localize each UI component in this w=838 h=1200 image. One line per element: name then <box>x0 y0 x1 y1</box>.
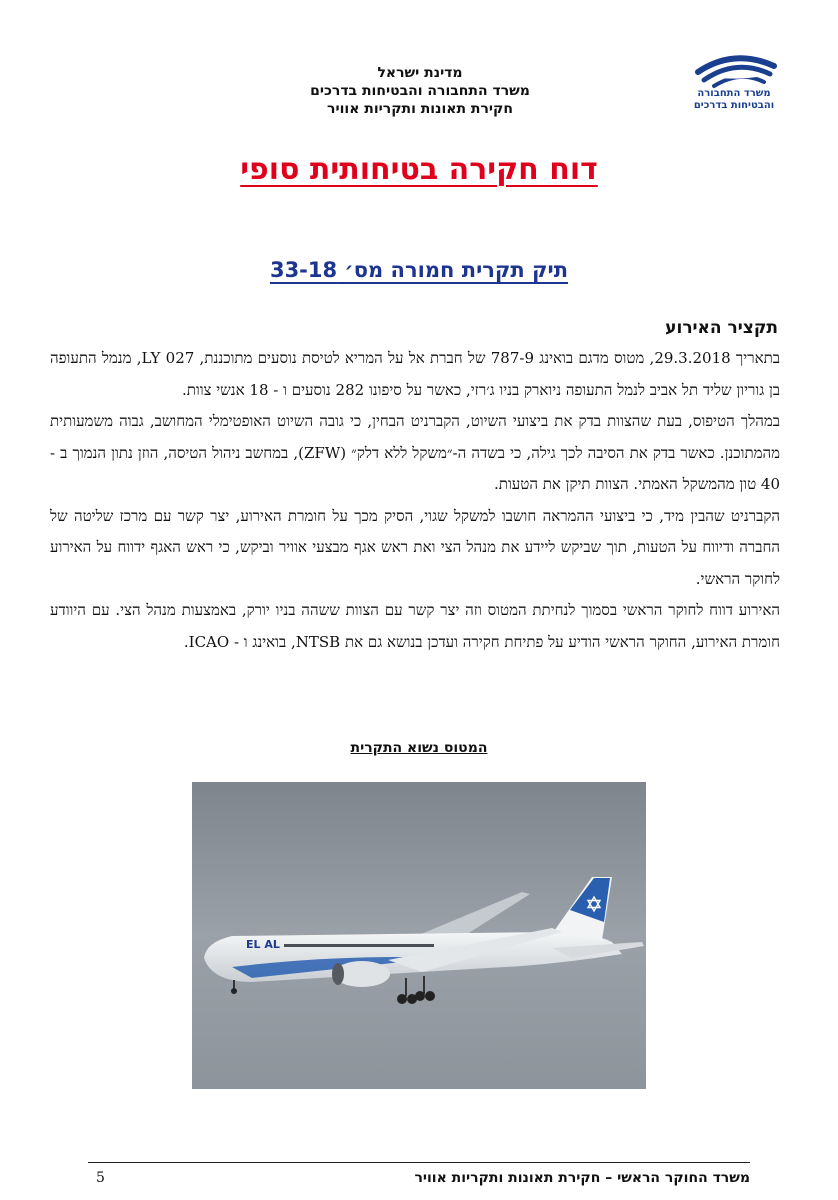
footer-divider <box>88 1162 750 1163</box>
footer-text: משרד החוקר הראשי – חקירת תאונות ותקריות אוויר <box>414 1170 750 1186</box>
header-ministry: משרד התחבורה והבטיחות בדרכים <box>310 83 530 99</box>
header-block <box>250 64 590 118</box>
aircraft-photo-svg <box>192 782 646 1089</box>
logo-text <box>684 88 784 112</box>
header-unit: חקירת תאונות ותקריות אוויר <box>327 101 513 117</box>
summary-paragraph: במהלך הטיפוס, בעת שהצוות בדק את ביצועי השיוט, הקברניט הבחין, כי גובה השיוט האופטימלי המחושב, גבוה משמעותית מהמתוכנן. כאשר בדק את הסיבה לכך גילה, כי בשדה ה-״משקל ללא דלק״ (ZFW), במחשב ניהול הטיסה, הוזן נתון הנמוך ב - 40 טון מהמשקל האמתי. הצוות תיקן את הטעות. <box>50 412 780 493</box>
summary-paragraph: האירוע דווח לחוקר הראשי בסמוך לנחיתת המטוס וזה יצר קשר עם הצוות ששהה בניו יורק, באמצעות מנהל הצי. עם היוודע חומרת האירוע, החוקר הראשי הודיע על פתיחת חקירה ועדכן בנושא גם את NTSB, בואינג ו - ICAO. <box>50 601 780 651</box>
page-number: 5 <box>96 1170 105 1186</box>
summary-paragraph: בתאריך 29.3.2018, מטוס מדגם בואינג 787-9 של חברת אל על המריא לטיסת נוסעים מתוכננת, LY 027, מנמל התעופה בן גוריון שליד תל אביב לנמל התעופה ניוארק בניו ג׳רזי, כאשר על סיפונו 282 נוסעים ו - 18 אנשי צוות. <box>50 349 780 399</box>
photo-caption: המטוס נשוא התקרית <box>350 740 488 756</box>
report-title: דוח חקירה בטיחותית סופי <box>240 152 598 187</box>
summary-paragraph: הקברניט שהבין מיד, כי ביצועי ההמראה חושבו למשקל שגוי, הסיק מכך על חומרת האירוע, יצר קשר עם מרכז שליטה של החברה ודיווח על הטעות, תוך שביקש ליידע את מנהל הצי ואת ראש אגף מבצעי אוויר וביקש, כי ראש האגף ידווח על האירוע לחוקר הראשי. <box>50 506 780 588</box>
summary-body <box>50 343 780 658</box>
logo-text-line1: משרד התחבורה <box>697 88 771 99</box>
livery-text: EL AL <box>246 938 280 951</box>
header-state: מדינת ישראל <box>377 65 463 81</box>
aircraft-photo <box>192 782 646 1089</box>
file-title: תיק תקרית חמורה מס׳ 33-18 <box>269 258 569 282</box>
summary-heading: תקציר האירוע <box>665 318 778 338</box>
logo-text-line2: והבטיחות בדרכים <box>693 100 775 111</box>
